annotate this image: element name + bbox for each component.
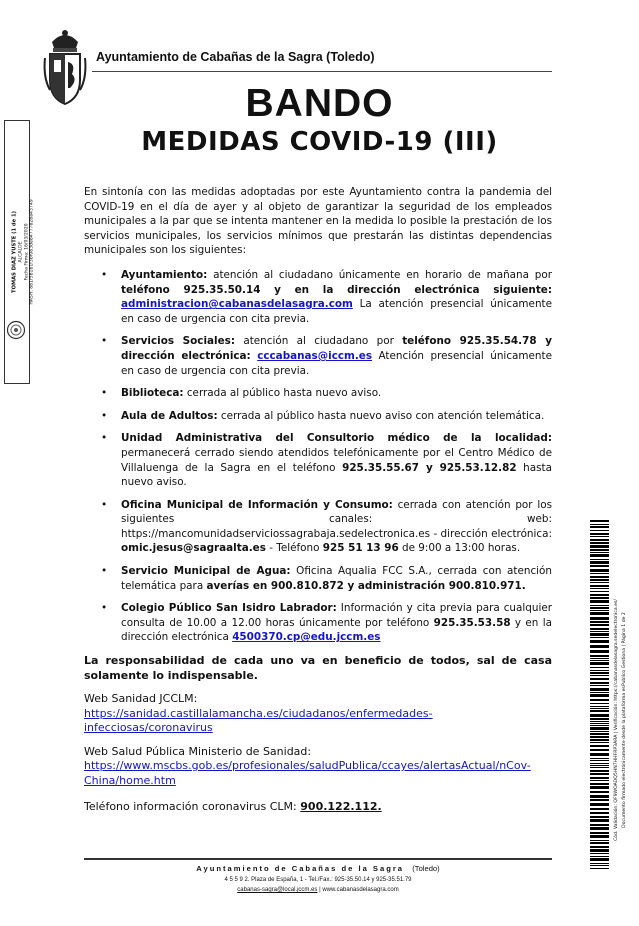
footer-email-link[interactable]: cabanas-sagra@local.jccm.es (237, 887, 318, 893)
footer-town: Ayuntamiento de Cabañas de la Sagra (Toledo) (196, 864, 440, 873)
footer-contacts: cabanas-sagra@local.jccm.es | www.cabanasdelasagra.com (237, 887, 399, 893)
web-label: Web Sanidad JCCLM: (84, 692, 198, 706)
footer-address: 4 5 5 9 2. Plaza de España, 1 - Tel./Fax.: 925-35.50.14 y 925-35.51.79 (224, 877, 412, 883)
list-item-servicios-sociales: • Servicios Sociales: atención al ciudadano por teléfono 925.35.54.78 y dirección electrónica: cccabanas@iccm.es Atención presencial únicamente en caso de urgencia con cita previa. (84, 334, 552, 378)
digital-seal-icon (6, 320, 26, 340)
header-divider (92, 71, 552, 72)
list-item-agua: • Servicio Municipal de Agua: Oficina Aqualia FCC S.A., cerrada con atención telemática para averías en 900.810.872 y administración 900.810.971. (84, 564, 552, 593)
footer-divider (84, 858, 552, 860)
document-title: BANDO (245, 82, 394, 125)
web-sanidad-jcclm (84, 692, 552, 736)
verification-line-2: Documento firmado electrónicamente desde la plataforma esPublico Gestiona | Página 1 de 2 (622, 612, 627, 828)
list-item-consultorio: • Unidad Administrativa del Consultorio médico de la localidad: permanecerá cerrado siendo atendidos telefónicamente por el Centro Médico de Villaluenga de la Sagra en el teléfono 925.35.55.67 y 925.53.12.82 hasta nuevo aviso. (84, 431, 552, 489)
coronavirus-phone: Teléfono información coronavirus CLM: 900.122.112. (84, 800, 382, 814)
web-label: Web Salud Pública Ministerio de Sanidad: (84, 744, 312, 758)
intro-paragraph: En sintonía con las medidas adoptadas por este Ayuntamiento contra la pandemia del COVID-19 en el día de ayer y al objeto de garantizar la seguridad de los empleados municipales a la par que se intenta mantener en la medida lo posible la prestación de los servicios municipales, los servicios mínimos que prestarán las distintas dependencias municipales son los siguientes: (84, 186, 552, 257)
list-item-ayuntamiento: • Ayuntamiento: atención al ciudadano únicamente en horario de mañana por teléfono 925.35.50.14 y en la dirección electrónica siguiente: administracion@cabanasdelasagra.com La atención presencial únicamente en caso de urgencia con cita previa. (84, 268, 552, 326)
signer-role: ALCALDE (18, 241, 24, 263)
document-body (84, 185, 552, 815)
url-link-jcclm[interactable]: https://sanidad.castillalamancha.es/ciudadanos/enfermedades- infecciosas/coronavirus (84, 706, 433, 735)
signature-date: Fecha Firma: 16/03/2020 (24, 223, 30, 281)
email-link-ayuntamiento[interactable]: administracion@cabanasdelasagra.com (121, 298, 353, 311)
url-link-ministerio[interactable]: https://www.mscbs.gob.es/profesionales/saludPublica/ccayes/alertasActual/nCov- China/home.htm (84, 759, 531, 787)
responsibility-notice: La responsabilidad de cada uno va en beneficio de todos, sal de casa solamente lo indispensable. (84, 654, 552, 683)
signer-name: TOMAS DIAZ YUSTE (1 de 1) (11, 211, 18, 293)
list-item-omic: • Oficina Municipal de Información y Consumo: cerrada con atención por los siguientes canales: web: https://mancomunidadserviciossagrabaja.sedelectronica.es - dirección electrónica: omic.jesus@sagraalta.es - Teléfono 925 51 13 96 de 9:00 a 13:00 horas. (84, 498, 552, 556)
web-ministerio-sanidad (84, 745, 552, 789)
phone-number: 900.122.112. (300, 800, 382, 814)
services-list (84, 268, 552, 645)
list-item-colegio: • Colegio Público San Isidro Labrador: Información y cita previa para cualquier consulta de 10.00 a 12.00 horas únicamente por teléfono 925.35.53.58 y en la dirección electrónica 4500370.cp@edu.jccm.es (84, 601, 552, 645)
town-hall-name: Ayuntamiento de Cabañas de la Sagra (Toledo) (96, 50, 375, 64)
verification-text (608, 520, 634, 920)
signature-box (4, 120, 35, 384)
footer (84, 864, 552, 893)
email-link-servicios-sociales[interactable]: cccabanas@iccm.es (257, 349, 373, 362)
list-item-biblioteca: • Biblioteca: cerrada al público hasta nuevo aviso. (84, 386, 552, 401)
barcode-icon (590, 520, 609, 870)
list-item-aula-adultos: • Aula de Adultos: cerrada al público hasta nuevo aviso con atención telemática. (84, 409, 552, 424)
verification-line-1: Cód. Validación: QF9WOADQ5HN7HHFRP3ARA | Verificación: https://cabanasdelasagra.sedelectronica.es/ (614, 599, 619, 841)
document-subtitle: MEDIDAS COVID-19 (III) (141, 127, 498, 157)
email-link-colegio[interactable]: 4500370.cp@edu.jccm.es (232, 631, 381, 644)
signature-hash: HASH: 8b1f5b1b1f3bf083de8477782ba43749 (29, 199, 35, 305)
